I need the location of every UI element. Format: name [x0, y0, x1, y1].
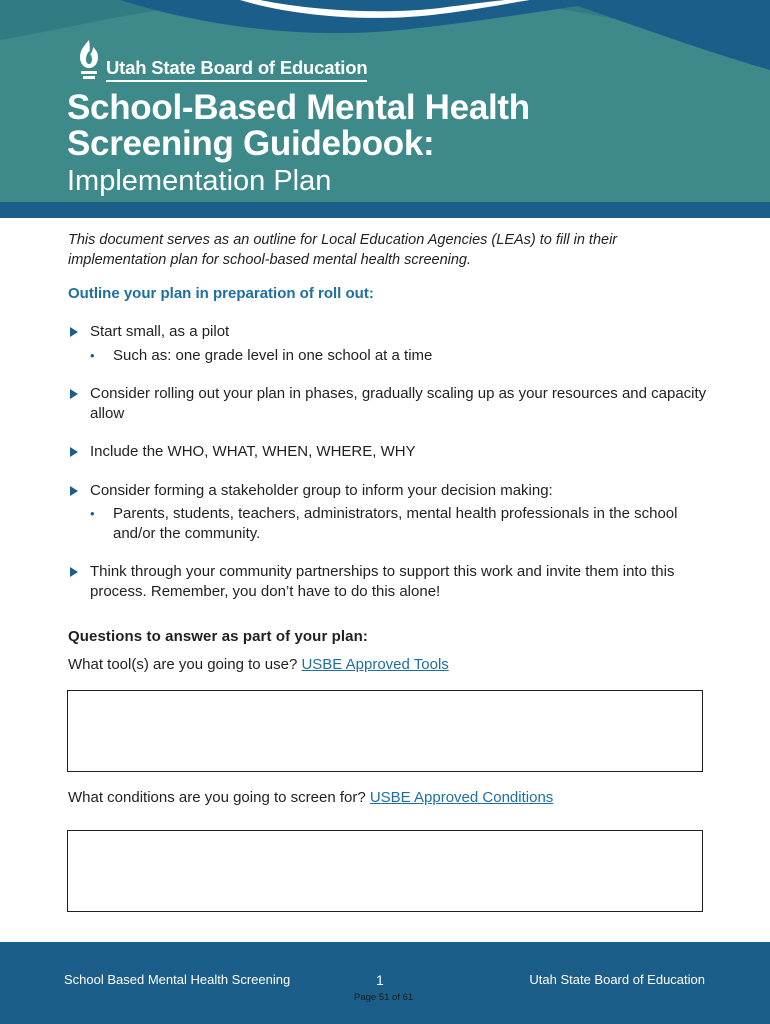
sub-list-item-text: Such as: one grade level in one school at a time — [113, 346, 433, 364]
conditions-answer-field[interactable] — [67, 830, 703, 912]
footer-org-name: Utah State Board of Education — [529, 972, 705, 987]
dot-bullet-icon: • — [90, 347, 95, 363]
list-item — [68, 442, 708, 462]
footer-page-number: 1 — [376, 972, 384, 988]
list-item-text: Include the WHO, WHAT, WHEN, WHERE, WHY — [90, 443, 416, 460]
title-line-1: School-Based Mental Health — [67, 88, 530, 127]
list-item-text: Start small, as a pilot — [90, 323, 230, 340]
usbe-approved-tools-link[interactable]: USBE Approved Tools — [301, 656, 449, 673]
list-item — [68, 384, 708, 423]
usbe-approved-conditions-link[interactable]: USBE Approved Conditions — [369, 789, 554, 806]
sub-list-item — [90, 346, 708, 366]
page-count: Page 51 of 61 — [354, 992, 414, 1003]
triangle-bullet-icon — [70, 447, 78, 457]
page-title — [67, 90, 707, 162]
sub-list-item-text: Parents, students, teachers, administrators, mental health professionals in the school and/or the community. — [113, 505, 678, 542]
list-item-text: Think through your community partnerships to support this work and invite them into this process. Remember, you don’t have to do this alone! — [90, 563, 675, 600]
footer-document-title: School Based Mental Health Screening — [64, 972, 291, 987]
flame-icon — [74, 38, 104, 82]
org-name: Utah State Board of Education — [106, 57, 367, 82]
list-item — [68, 562, 708, 601]
page-subtitle: Implementation Plan — [67, 165, 332, 197]
outline-heading: Outline your plan in preparation of roll out: — [68, 285, 374, 302]
question-text: What conditions are you going to screen for? — [68, 789, 366, 806]
questions-heading: Questions to answer as part of your plan: — [68, 628, 368, 645]
triangle-bullet-icon — [70, 327, 78, 337]
triangle-bullet-icon — [70, 389, 78, 399]
plan-list — [68, 322, 708, 620]
triangle-bullet-icon — [70, 486, 78, 496]
header-banner — [0, 0, 770, 218]
title-line-2: Screening Guidebook: — [67, 124, 435, 163]
list-item-text: Consider rolling out your plan in phases, gradually scaling up as your resources and capacity allow — [90, 385, 707, 422]
tools-answer-field[interactable] — [67, 690, 703, 772]
intro-text: This document serves as an outline for Local Education Agencies (LEAs) to fill in their implementation plan for school-based mental health screening. — [68, 232, 618, 268]
footer — [0, 942, 770, 1024]
list-item — [68, 322, 708, 365]
list-item-text: Consider forming a stakeholder group to inform your decision making: — [90, 481, 553, 499]
dot-bullet-icon: • — [90, 506, 95, 521]
list-item — [68, 481, 708, 544]
header-stripe — [0, 202, 770, 218]
triangle-bullet-icon — [70, 567, 78, 577]
question-tools — [68, 656, 449, 673]
question-text: What tool(s) are you going to use? — [68, 656, 298, 673]
question-conditions — [68, 789, 553, 806]
sub-list-item — [90, 504, 708, 543]
usbe-logo — [74, 38, 367, 82]
